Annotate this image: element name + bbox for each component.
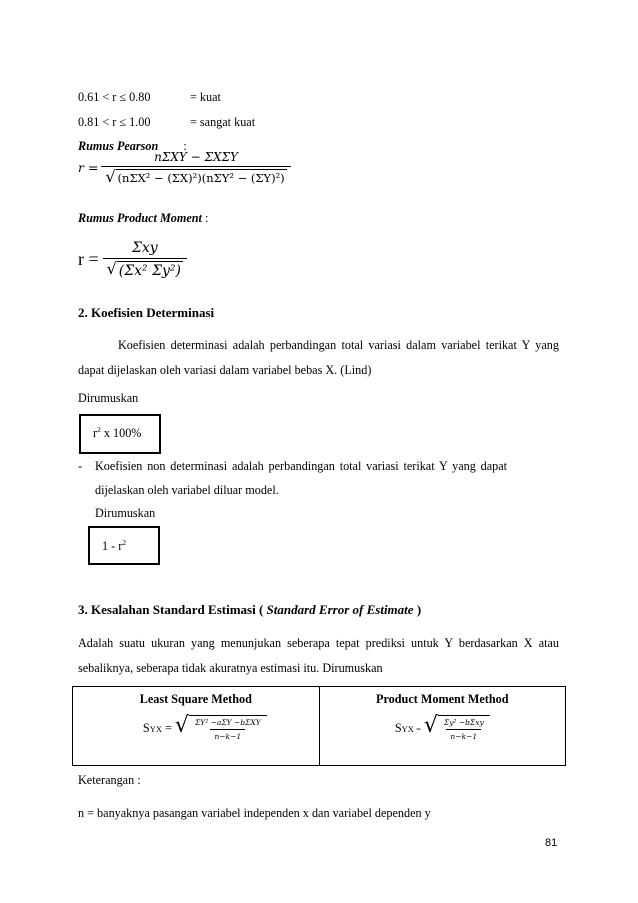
pearson-sqrt [105, 169, 286, 185]
pearson-numerator: nΣXY − ΣXΣY [154, 150, 238, 164]
estimate-table [72, 686, 566, 766]
section2-para-line1: Koefisien determinasi adalah perbandingan total variasi dalam variabel terikat Y yang [118, 338, 559, 352]
col2-header: Product Moment Method [376, 692, 509, 706]
section3-title-prefix: 3. Kesalahan Standard Estimasi ( [78, 602, 267, 617]
section3-title [78, 602, 421, 618]
col2-numerator: Σy² −bΣxy [443, 718, 484, 727]
pearson-fraction [101, 150, 290, 185]
box2-sup: 2 [122, 538, 127, 547]
sqrt-icon: √ [174, 713, 189, 738]
table-cell-product-moment [319, 687, 565, 766]
criteria-range-2: 0.81 < r ≤ 1.00 [78, 115, 151, 129]
section2-title: 2. Koefisien Determinasi [78, 305, 215, 320]
col1-header: Least Square Method [139, 692, 252, 706]
pm-numerator: Σxy [131, 240, 158, 256]
bullet-line2: dijelaskan oleh variabel diluar model. [95, 483, 279, 497]
pearson-formula [78, 150, 291, 185]
box1-rest: x 100% [100, 426, 142, 441]
formula-box-nondetermination [88, 526, 160, 565]
section2-para-line2: dapat dijelaskan oleh variasi dalam variabel bebas X. (Lind) [78, 363, 372, 377]
pearson-lhs: r = [78, 160, 99, 175]
page-number: 81 [545, 837, 558, 849]
pm-formula [78, 240, 187, 279]
col2-lhs: SYX = [394, 720, 421, 735]
box1-base: r [93, 426, 98, 441]
pearson-heading: Rumus Pearson [78, 139, 159, 153]
bullet-dash: - [78, 459, 83, 473]
sqrt-icon: √ [105, 167, 116, 186]
pm-fraction [103, 240, 187, 279]
criteria-label-2: = sangat kuat [190, 115, 256, 129]
col1-numerator: ΣY² −aΣY −bΣXY [194, 718, 261, 727]
bullet-dirumuskan: Dirumuskan [95, 506, 156, 520]
col2-formula [320, 715, 565, 741]
col1-fraction-wrap [189, 715, 267, 741]
section3-title-suffix: ) [413, 602, 422, 617]
col2-denominator: n−k−1 [446, 729, 481, 741]
pm-lhs: r = [78, 249, 99, 269]
pm-colon: : [201, 211, 209, 225]
n-definition: n = banyaknya pasangan variabel independen x dan variabel dependen y [78, 806, 431, 820]
pearson-denominator: (nΣX² − (ΣX)²)(nΣY² − (ΣY)²) [117, 171, 285, 185]
section3-para-line2: sebaliknya, seberapa tidak akuratnya estimasi itu. Dirumuskan [78, 661, 383, 675]
box2-text [102, 538, 126, 554]
criteria-label-1: = kuat [190, 90, 221, 104]
box1-text [93, 425, 141, 441]
pearson-denominator-wrap [101, 166, 290, 185]
pm-heading: Rumus Product Moment [78, 211, 202, 225]
pm-denominator-wrap [103, 258, 187, 279]
keterangan: Keterangan : [78, 773, 141, 787]
section3-title-italic: Standard Error of Estimate [266, 602, 414, 617]
sqrt-icon: √ [423, 713, 438, 738]
pearson-colon: : [183, 139, 187, 153]
box2-base: 1 - r [102, 539, 123, 554]
box1-sup: 2 [97, 425, 101, 434]
section2-dirumuskan: Dirumuskan [78, 391, 139, 405]
col2-sqrt [424, 715, 490, 741]
formula-box-determination [79, 414, 161, 454]
col1-fraction [191, 718, 265, 741]
criteria-range-1: 0.61 < r ≤ 0.80 [78, 90, 151, 104]
col2-fraction-wrap [438, 715, 490, 741]
col1-denominator: n−k−1 [210, 729, 245, 741]
col1-sqrt [175, 715, 267, 741]
pm-sqrt [107, 261, 183, 279]
pm-denominator: (Σx² Σy²) [118, 263, 181, 279]
section3-para-line1: Adalah suatu ukuran yang menunjukan seberapa tepat prediksi untuk Y berdasarkan X atau [78, 636, 559, 650]
col1-formula [91, 715, 319, 741]
pm-heading-row [78, 211, 208, 226]
col1-lhs: SYX = [142, 720, 172, 735]
col2-fraction [440, 718, 488, 741]
bullet-line1: Koefisien non determinasi adalah perbandingan total variasi terikat Y yang dapat [95, 459, 507, 473]
sqrt-icon: √ [106, 259, 117, 278]
table-cell-least-square [73, 687, 320, 766]
